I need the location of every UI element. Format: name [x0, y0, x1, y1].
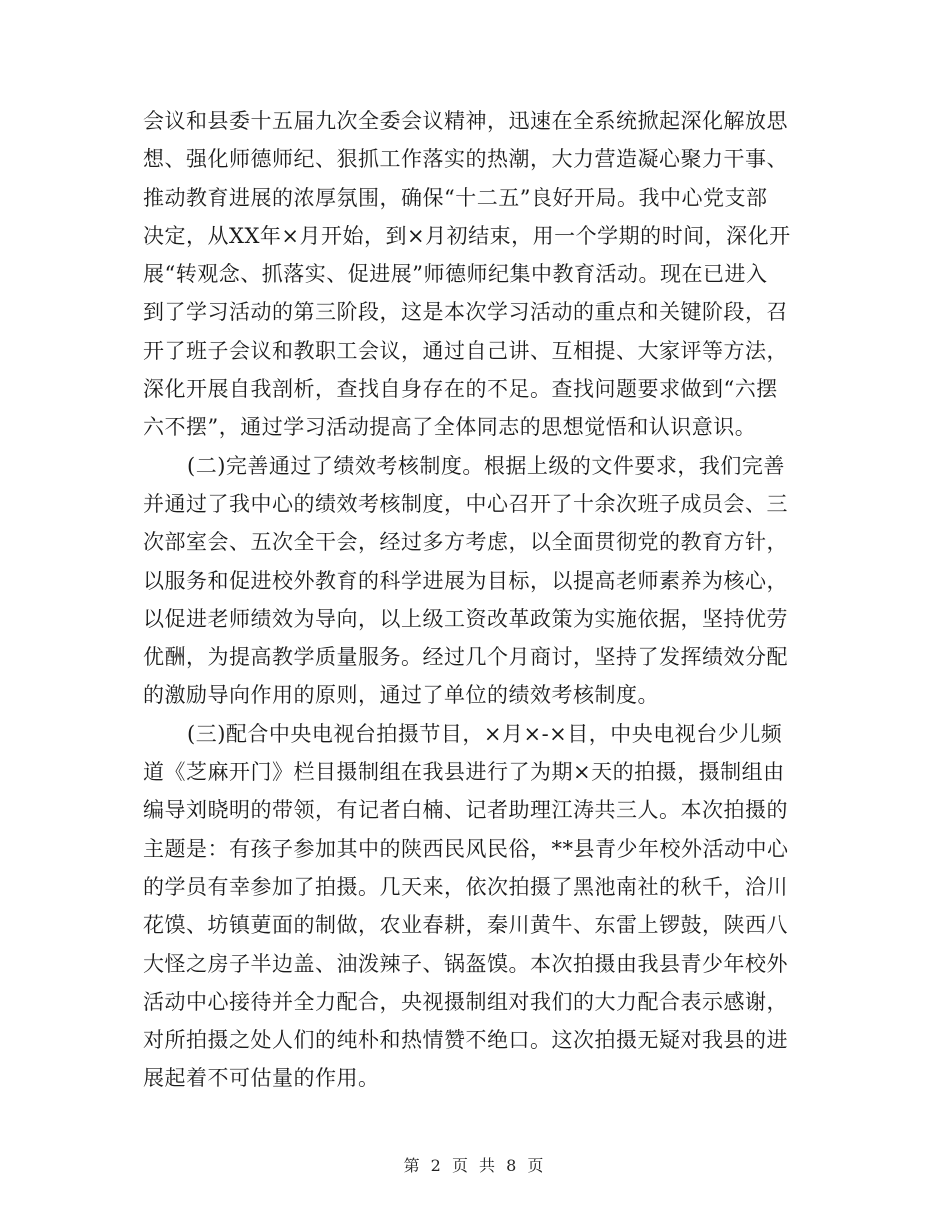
text-line: 开了班子会议和教职工会议，通过自己讲、互相提、大家评等方法，: [143, 338, 788, 363]
text-line: 会议和县委十五届九次全委会议精神，迅速在全系统掀起深化解放思: [143, 109, 788, 133]
text-line: 以促进老师绩效为导向，以上级工资改革政策为实施依据，坚持优劳: [143, 606, 788, 631]
text-line: 编导刘晓明的带领，有记者白楠、记者助理江涛共三人。本次拍摄的: [143, 798, 788, 823]
text-line: 展“转观念、抓落实、促进展”师德师纪集中教育活动。现在已进入: [143, 262, 768, 287]
text-line: 到了学习活动的第三阶段，这是本次学习活动的重点和关键阶段，召: [143, 300, 788, 325]
text-line: 以服务和促进校外教育的科学进展为目标，以提高老师素养为核心，: [143, 568, 788, 593]
text-line: 对所拍摄之处人们的纯朴和热情赞不绝口。这次拍摄无疑对我县的进: [143, 1028, 788, 1053]
text-line: (三)配合中央电视台拍摄节目，×月×-×目，中央电视台少儿频: [187, 721, 783, 746]
text-line: 展起着不可估量的作用。: [143, 1066, 380, 1091]
text-line: 并通过了我中心的绩效考核制度，中心召开了十余次班子成员会、三: [143, 491, 788, 516]
text-line: 主题是：有孩子参加其中的陕西民风民俗，**县青少年校外活动中心: [143, 836, 789, 861]
page-number-footer: 第 2 页 共 8 页: [403, 1156, 547, 1175]
text-line: 深化开展自我剖析，查找自身存在的不足。查找问题要求做到“六摆: [143, 377, 778, 402]
text-line: 想、强化师德师纪、狠抓工作落实的热潮，大力营造凝心聚力干事、: [143, 147, 788, 172]
body-text: [143, 102, 809, 1098]
text-line: 决定，从XX年×月开始，到×月初结束，用一个学期的时间，深化开: [143, 223, 791, 248]
text-line: 活动中心接待并全力配合，央视摄制组对我们的大力配合表示感谢，: [143, 989, 788, 1014]
text-line: 大怪之房子半边盖、油泼辣子、锅盔馍。本次拍摄由我县青少年校外: [143, 951, 788, 976]
text-line: 推动教育进展的浓厚氛围，确保“十二五”良好开局。我中心党支部: [143, 185, 768, 210]
text-line: 道《芝麻开门》栏目摄制组在我县进行了为期×天的拍摄，摄制组由: [143, 760, 785, 785]
text-line: 次部室会、五次全干会，经过多方考虑，以全面贯彻党的教育方针，: [143, 530, 788, 555]
text-line: 的学员有幸参加了拍摄。几天来，依次拍摄了黑池南社的秋千，洽川: [143, 874, 788, 899]
text-line: 优酬，为提高教学质量服务。经过几个月商讨，坚持了发挥绩效分配: [143, 645, 788, 670]
text-line: (二)完善通过了绩效考核制度。根据上级的文件要求，我们完善: [187, 453, 785, 478]
text-line: 六不摆”，通过学习活动提高了全体同志的思想觉悟和认识意识。: [143, 415, 757, 440]
text-line: 的激励导向作用的原则，通过了单位的绩效考核制度。: [143, 683, 659, 708]
text-line: 花馍、坊镇莄面的制做，农业春耕，秦川黄牛、东雷上锣鼓，陕西八: [143, 913, 788, 938]
